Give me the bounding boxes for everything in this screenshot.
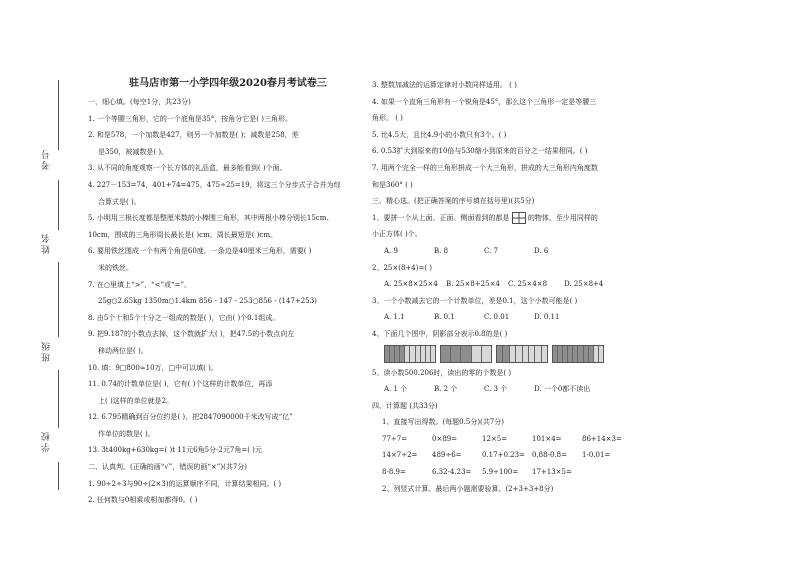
section-fill-heading: 一、细心填。(每空1分，共23分) bbox=[88, 98, 191, 106]
choice-option: C. 25×4×8 bbox=[508, 280, 548, 289]
choice-option: B. 2 个 bbox=[434, 385, 458, 394]
binding-label-class: 班级 bbox=[42, 340, 52, 362]
question-line: 2. 和是578，一个加数是427，则另一个加数是( )；减数是258，差 bbox=[88, 131, 299, 140]
question-line: 4. 227－153=74，401+74=475，475÷25=19，将这三个分步式子合并为综 bbox=[88, 180, 341, 189]
question-line: 4. 如果一个直角三角形有一个锐角是45°，那么这个三角形一定是等腰三 bbox=[372, 97, 597, 106]
choice-option: B. 8 bbox=[434, 246, 449, 255]
question-line: 1. 一个等腰三角形，它的一个底角是35°，按角分它是( )三角形。 bbox=[88, 114, 292, 123]
section-choose-heading: 三、精心选。(把正确答案的序号填在括号里)(共5分) bbox=[372, 197, 535, 206]
section-calc-heading: 四、计算题 (共33分) bbox=[372, 401, 438, 410]
question-line: 5. 比4.5大，且比4.9小的小数只有3个。( ) bbox=[372, 130, 507, 139]
question-line: 4、下面几个图中，阴影部分表示0.8的是( ) bbox=[372, 329, 508, 338]
calc-item: 17+13×5= bbox=[532, 468, 572, 477]
question-line: 12. 6.795精确到百分位约是( )，把2847090000千米改写成“亿” bbox=[88, 413, 293, 422]
choice-option: C. 3 个 bbox=[484, 385, 508, 394]
question-line: 10cm，围成的三角形周长最长是( )cm，周长最短是( )cm。 bbox=[88, 230, 277, 239]
question-line: 2、25×(8+4)=( ) bbox=[372, 263, 433, 272]
choice-option: C. 0.01 bbox=[484, 313, 510, 322]
question-line: 是350，被减数是( )。 bbox=[98, 147, 169, 156]
shaded-figure-d bbox=[552, 345, 604, 363]
question-line: 13. 3t400kg+630kg=( )t 11元6角5分-2元7角=( )元 bbox=[88, 446, 262, 455]
choice-option: D. 25×8+4 bbox=[564, 280, 604, 289]
choice-option: D. 一个0都不读出 bbox=[534, 385, 591, 394]
binding-label-name: 姓名 bbox=[42, 232, 52, 254]
choice-options bbox=[372, 276, 642, 293]
question-line: 2. 任何数与0相乘或相加都得0。( ) bbox=[88, 496, 198, 505]
choice-option: A. 1.1 bbox=[384, 313, 405, 322]
three-view-squares-icon bbox=[512, 212, 526, 224]
question-line: 8. 由5个十和5个十分之一组成的数是( )，它由( )个0.1组成。 bbox=[88, 313, 280, 322]
question-line: 1. 90÷2÷3与90÷(2×3)的运算顺序不同，计算结果相同。( ) bbox=[88, 479, 282, 488]
binding-line bbox=[58, 462, 59, 490]
choice-question-1 bbox=[372, 210, 642, 227]
choice-option: D. 6 bbox=[534, 246, 549, 255]
shaded-figure-c bbox=[496, 345, 548, 363]
question-line: 2、列竖式计算。最后两小题需要验算。(2+3+3+8分) bbox=[382, 484, 554, 493]
choice-option: B. 0.1 bbox=[434, 313, 455, 322]
calc-item: 1-0.01= bbox=[582, 451, 611, 460]
calc-item: 6.32-4.23= bbox=[432, 468, 472, 477]
calc-item: 77÷7= bbox=[382, 434, 408, 443]
question-line: 作单位的数是( )。 bbox=[98, 429, 155, 438]
choice-option: B. 25×8+25×4 bbox=[446, 280, 500, 289]
calc-item: 86+14×3= bbox=[582, 434, 622, 443]
question-line: 移动两位是( )。 bbox=[98, 346, 148, 355]
choice-options bbox=[372, 381, 642, 398]
question-line: 1、直接写出得数。(每题0.5分)(共7分) bbox=[382, 418, 504, 427]
binding-line bbox=[58, 180, 59, 230]
choice-option: A. 9 bbox=[384, 246, 398, 255]
calc-row bbox=[372, 464, 642, 481]
question-line: 11. 0.74的计数单位是( )，它有( )个这样的计数单位，再添 bbox=[88, 380, 273, 389]
binding-line bbox=[58, 370, 59, 428]
question-line: 7. 在○里填上“>”、“<”或“=”。 bbox=[88, 280, 192, 289]
question-line: 米的铁丝。 bbox=[98, 263, 133, 272]
question-line: 6. 0.53扩大到原来的10倍与530缩小到原来的百分之一结果相同。( ) bbox=[372, 147, 588, 156]
question-line: 5. 小明用三根长度都是整厘米数的小棒围三角形，其中两根小棒分别长15cm、 bbox=[88, 214, 334, 223]
question-line: 3. 从不同的角度观察一个长方体的礼品盒，最多能看到( )个面。 bbox=[88, 164, 287, 173]
question-line: 3. 整数加减法的运算定律对小数同样适用。 ( ) bbox=[372, 81, 517, 89]
calc-item: 5.9÷100= bbox=[482, 468, 519, 477]
calc-item: 0×89= bbox=[432, 434, 458, 443]
shaded-figure-b bbox=[440, 345, 492, 363]
question-line: 5、读小数500.206时，读出的零的个数是( ) bbox=[372, 368, 512, 377]
choice-option: A. 1 个 bbox=[384, 385, 408, 394]
question-line: 和是360° ( ) bbox=[372, 180, 413, 189]
binding-label-school: 学校 bbox=[42, 430, 52, 452]
question-line: 合算式是( )。 bbox=[98, 197, 141, 206]
question-line: 7. 用两个完全一样的三角形拼成一个大三角形，拼成的大三角形内角度数 bbox=[372, 163, 598, 172]
choice-options bbox=[372, 309, 642, 326]
question-line: 25g○2.65kg 1350m○1.4km 856 - 147 - 253○856 - (147+253) bbox=[98, 297, 317, 306]
binding-line bbox=[58, 262, 59, 337]
shaded-figures bbox=[372, 343, 642, 365]
calc-item: 101×4= bbox=[532, 434, 562, 443]
section-judge-heading: 二、认真判。(正确的画“√”，错误的画“×”)(共7分) bbox=[88, 463, 248, 472]
calc-item: 8-8.9= bbox=[382, 468, 406, 477]
question-line: 10. 填：9□800≈10万，□中可以填( )。 bbox=[88, 363, 218, 372]
calc-item: 12×5= bbox=[482, 434, 508, 443]
left-column bbox=[88, 77, 368, 509]
question-line: 3、一个小数减去它的一个计数单位，差是0.1，这个小数可能是( ) bbox=[372, 296, 578, 305]
choice-option: C. 7 bbox=[484, 246, 499, 255]
binding-label-exam-number: 考号 bbox=[42, 148, 52, 170]
question-line: 角形。 ( ) bbox=[372, 114, 403, 123]
question-line: 6. 要用铁丝围成一个有两个角是60度，一条边是40厘米三角形，需要( ) bbox=[88, 247, 312, 256]
exam-title: 驻马店市第一小学四年级2020春月考试卷三 bbox=[129, 78, 327, 89]
choice-option: A. 25×8×25×4 bbox=[384, 280, 438, 289]
choice-options bbox=[372, 243, 642, 260]
calc-row bbox=[372, 431, 642, 448]
right-column bbox=[372, 77, 642, 497]
calc-row bbox=[372, 447, 642, 464]
calc-item: 0.88-0.8= bbox=[532, 451, 567, 460]
question-text: 1、要拼一个从上面、正面、侧面看到的都是 bbox=[372, 213, 510, 222]
calc-item: 489÷6= bbox=[432, 451, 462, 460]
question-line: 9. 把9.187的小数点去掉，这个数就扩大( )，把47.5的小数点向左 bbox=[88, 330, 295, 339]
binding-line bbox=[58, 80, 59, 150]
choice-option: D. 0.11 bbox=[534, 313, 560, 322]
calc-item: 0.17+0.23= bbox=[482, 451, 525, 460]
calc-item: 14×7÷2= bbox=[382, 451, 418, 460]
question-line: 上( )这样的单位就是2。 bbox=[98, 396, 174, 405]
shaded-figure-a bbox=[384, 345, 436, 363]
question-line: 小正方体( )个。 bbox=[372, 230, 422, 239]
question-text: 的物体，至少用同样的 bbox=[527, 213, 598, 222]
